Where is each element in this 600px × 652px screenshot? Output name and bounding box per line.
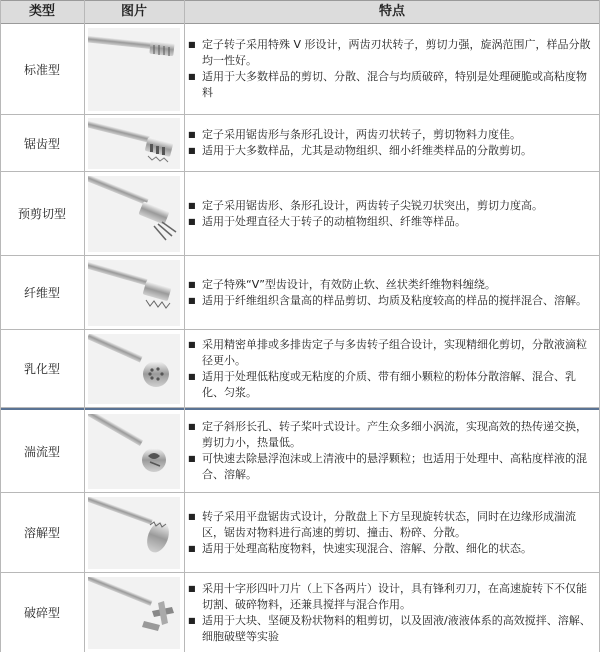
features-cell (188, 410, 594, 492)
feature-bullet: ■ 适用于处理低粘度或无粘度的介质、带有细小颗粒的粉体分散溶解、混合、乳化、匀浆。 (188, 369, 594, 401)
features-cell (188, 330, 594, 407)
probe-image (88, 176, 180, 252)
table-row (0, 330, 600, 408)
feature-bullet: ■ 定子采用锯齿形与条形孔设计，两齿刃状转子，剪切物料力度佳。 (188, 127, 594, 143)
type-cell: 破碎型 (23, 606, 60, 620)
column-divider (84, 0, 85, 652)
probe-image (88, 497, 180, 569)
feature-bullet: ■ 定子斜形长孔、转子桨叶式设计。产生众多细小涡流，实现高效的热传递交换，剪切力小，热量低。 (188, 419, 594, 451)
feature-bullet: ■ 适用于纤维组织含量高的样品剪切、均质及粘度较高的样品的搅拌混合、溶解。 (188, 293, 594, 309)
probe-image (88, 577, 180, 649)
probe-image (88, 334, 180, 404)
table-row (0, 172, 600, 256)
header-picture: 图片 (120, 4, 147, 19)
column-divider (184, 0, 185, 652)
features-cell (188, 493, 594, 572)
feature-bullet: ■ 定子采用锯齿形、条形孔设计，两齿转子尖锐刃状突出，剪切力度高。 (188, 198, 594, 214)
column-divider (0, 0, 1, 652)
feature-bullet: ■ 转子采用平盘锯齿式设计，分散盘上下方呈现旋转状态，同时在边缘形成湍流区，锯齿对物料进行高速的剪切、撞击、粉碎、分散。 (188, 509, 594, 541)
feature-bullet: ■ 采用精密单排或多排齿定子与多齿转子组合设计，实现精细化剪切，分散液滴粒径更小。 (188, 337, 594, 369)
feature-bullet: ■ 定子转子采用特殊 V 形设计，两齿刃状转子，剪切力强，旋涡范围广，样品分散均一性好。 (188, 37, 594, 69)
type-cell: 标准型 (23, 62, 60, 77)
table-row (0, 24, 600, 115)
feature-bullet: ■ 适用于大多数样品，尤其是动物组织、细小纤维类样品的分散剪切。 (188, 143, 594, 159)
feature-bullet: ■ 适用于大多数样品的剪切、分散、混合与均质破碎，特别是处理硬脆或高粘度物料 (188, 69, 594, 101)
table-row (0, 115, 600, 172)
type-cell: 乳化型 (23, 362, 60, 376)
table-row (0, 408, 600, 493)
table-row (0, 493, 600, 573)
feature-bullet: ■ 适用于处理直径大于转子的动植物组织、纤维等样品。 (188, 214, 594, 230)
features-cell (188, 573, 594, 652)
probe-image (88, 260, 180, 326)
features-cell (188, 115, 594, 171)
feature-bullet: ■ 适用于处理高粘度物料，快速实现混合、溶解、分散、细化的状态。 (188, 541, 594, 557)
feature-bullet: ■ 可快速去除悬浮泡沫或上清液中的悬浮颗粒；也适用于处理中、高粘度样液的混合、溶解。 (188, 451, 594, 483)
features-cell (188, 256, 594, 329)
type-cell: 溶解型 (23, 526, 60, 540)
table-row (0, 256, 600, 330)
type-cell: 预剪切型 (17, 207, 66, 221)
features-cell (188, 172, 594, 255)
type-cell: 锯齿型 (23, 136, 60, 151)
type-cell: 纤维型 (23, 286, 60, 300)
probe-image (88, 118, 180, 169)
header-features: 特点 (378, 4, 405, 19)
header-type: 类型 (28, 4, 55, 19)
type-cell: 湍流型 (23, 444, 60, 459)
probe-image (88, 28, 180, 111)
features-cell (188, 24, 594, 114)
feature-bullet: ■ 定子特殊“V”型齿设计，有效防止软、丝状类纤维物料缠绕。 (188, 277, 594, 293)
probe-image (88, 414, 180, 489)
table-header (0, 0, 600, 24)
feature-bullet: ■ 适用于大块、坚硬及粉状物料的粗剪切，以及固液/液液体系的高效搅拌、溶解、细胞破壁等实验 (188, 613, 594, 645)
table-row (0, 573, 600, 652)
feature-bullet: ■ 采用十字形四叶刀片（上下各两片）设计，具有锋利刃刀，在高速旋转下不仅能切割、破碎物料，还兼具搅拌与混合作用。 (188, 581, 594, 613)
